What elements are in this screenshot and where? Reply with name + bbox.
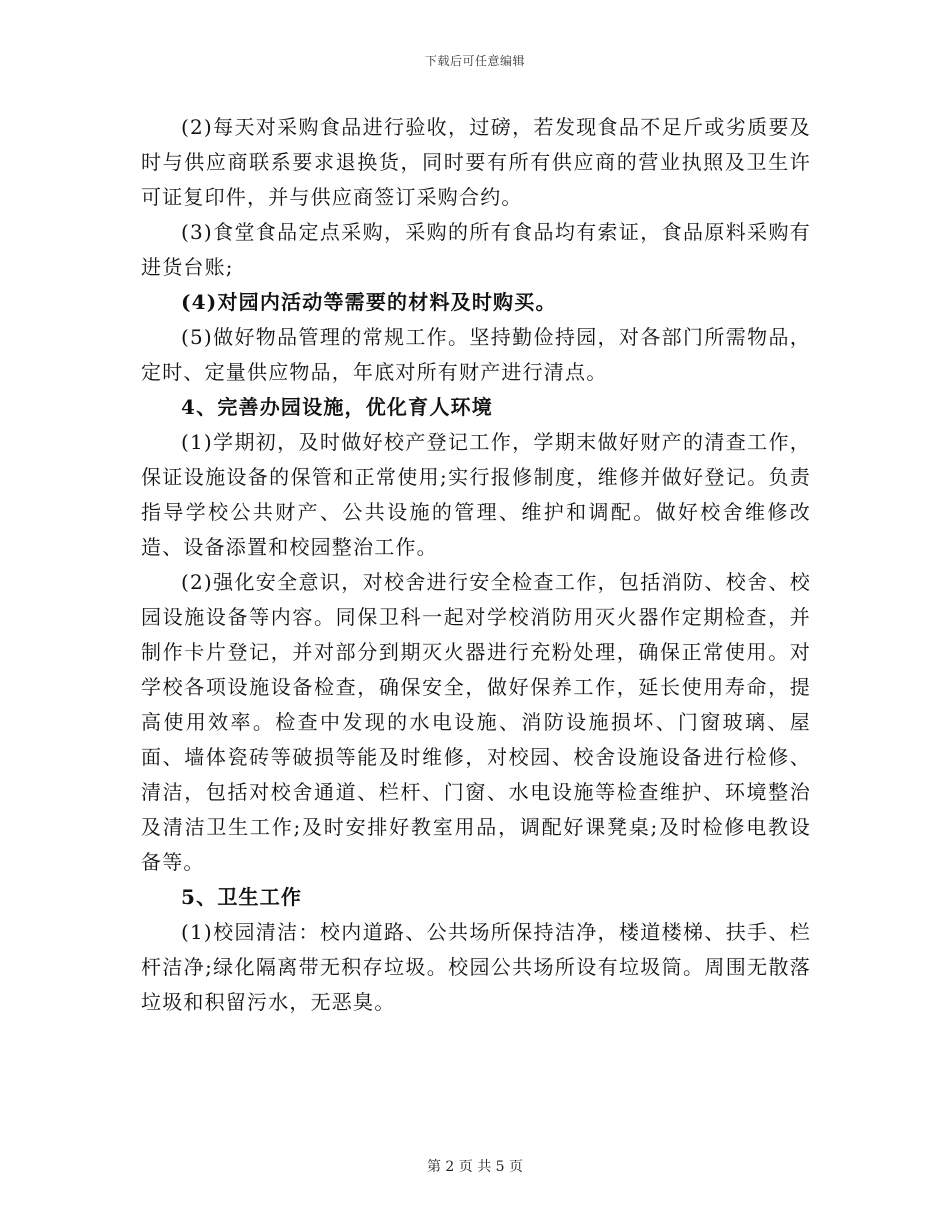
paragraph-asset-registration: (1)学期初，及时做好校产登记工作，学期末做好财产的清查工作，保证设施设备的保管和正常使用;实行报修制度，维修并做好登记。负责指导学校公共财产、公共设施的管理、维护和调配。做好校舍维修改造、设备添置和校园整治工作。 bbox=[141, 430, 811, 559]
paragraph-procurement-acceptance: (2)每天对采购食品进行验收，过磅，若发现食品不足斤或劣质要及时与供应商联系要求退换货，同时要有所有供应商的营业执照及卫生许可证复印件，并与供应商签订采购合约。 bbox=[141, 115, 811, 209]
page-header: 下载后可任意编辑 bbox=[424, 54, 525, 68]
section-heading-hygiene: 5、卫生工作 bbox=[181, 885, 303, 909]
page-number-footer: 第 2 页 共 5 页 bbox=[426, 1159, 524, 1175]
paragraph-goods-management: (5)做好物品管理的常规工作。坚持勤俭持园，对各部门所需物品，定时、定量供应物品，年底对所有财产进行清点。 bbox=[141, 325, 811, 384]
paragraph-campus-cleaning: (1)校园清洁：校内道路、公共场所保持洁净，楼道楼梯、扶手、栏杆洁净;绿化隔离带无积存垃圾。校园公共场所设有垃圾筒。周围无散落垃圾和积留污水，无恶臭。 bbox=[141, 920, 811, 1014]
section-heading-facilities: 4、完善办园设施，优化育人环境 bbox=[181, 395, 493, 419]
paragraph-canteen-procurement: (3)食堂食品定点采购，采购的所有食品均有索证，食品原料采购有进货台账; bbox=[141, 220, 811, 279]
paragraph-safety-inspection: (2)强化安全意识，对校舍进行安全检查工作，包括消防、校舍、校园设施设备等内容。同保卫科一起对学校消防用灭火器作定期检查，并制作卡片登记，并对部分到期灭火器进行充粉处理，确保正常使用。对学校各项设施设备检查，确保安全，做好保养工作，延长使用寿命，提高使用效率。检查中发现的水电设施、消防设施损坏、门窗玻璃、屋面、墙体瓷砖等破损等能及时维修，对校园、校舍设施设备进行检修、清洁，包括对校舍通道、栏杆、门窗、水电设施等检查维护、环境整治及清洁卫生工作;及时安排好教室用品，调配好课凳桌;及时检修电教设备等。 bbox=[141, 570, 811, 874]
document-body bbox=[141, 110, 811, 1020]
paragraph-activity-materials: (4)对园内活动等需要的材料及时购买。 bbox=[181, 290, 557, 314]
